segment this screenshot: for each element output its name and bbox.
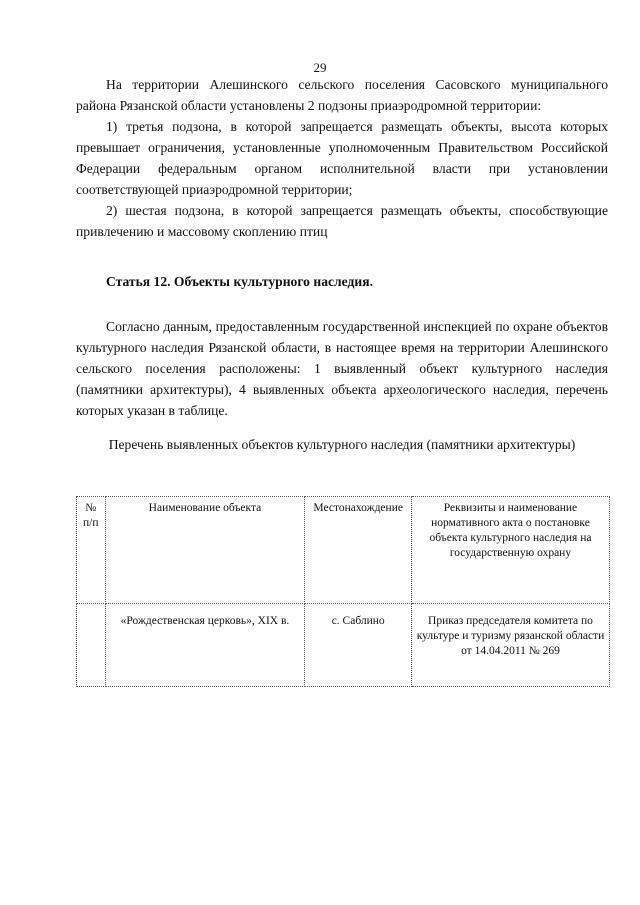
paragraph-subzone-sixth: 2) шестая подзона, в которой запрещается размещать объекты, способствующие привлечению и массовому скоплению птиц bbox=[76, 203, 608, 239]
heritage-objects-table bbox=[76, 496, 610, 687]
table-header-row bbox=[77, 497, 610, 604]
cell-number bbox=[77, 604, 106, 687]
table-row bbox=[77, 604, 610, 687]
header-object-name: Наименование объекта bbox=[105, 497, 305, 604]
intro-text-block bbox=[76, 74, 608, 242]
header-number: № п/п bbox=[77, 497, 106, 604]
cell-object-name: «Рождественская церковь», XIX в. bbox=[105, 604, 305, 687]
paragraph-subzone-third: 1) третья подзона, в которой запрещается размещать объекты, высота которых превышает ограничения, установленные уполномоченным Правительством Российской Федерации федеральным органом исполнительной власти при установлении соответствующей приаэродромной территории; bbox=[76, 119, 608, 197]
header-location: Местонахождение bbox=[305, 497, 412, 604]
cell-location: с. Саблино bbox=[305, 604, 412, 687]
table-title: Перечень выявленных объектов культурного наследия (памятники архитектуры) bbox=[108, 437, 576, 452]
heritage-text-block bbox=[76, 316, 608, 421]
cell-requisites: Приказ председателя комитета по культуре и туризму рязанской области от 14.04.2011 № 269 bbox=[411, 604, 609, 687]
article-heading: Статья 12. Объекты культурного наследия. bbox=[106, 274, 373, 289]
paragraph-heritage: Согласно данным, предоставленным государственной инспекцией по охране объектов культурного наследия Рязанской области, в настоящее время на территории Алешинского сельского поселения расположены: 1 выявленный объект культурного наследия (памятники архитектуры), 4 выявленных объекта археологического наследия, перечень которых указан в таблице. bbox=[76, 319, 608, 418]
page-number: 29 bbox=[313, 60, 327, 75]
paragraph-subzones-intro: На территории Алешинского сельского поселения Сасовского муниципального района Рязанской области установлены 2 подзоны приаэродромной территории: bbox=[76, 77, 608, 113]
header-requisites: Реквизиты и наименование нормативного акта о постановке объекта культурного наследия на государственную охрану bbox=[411, 497, 609, 604]
